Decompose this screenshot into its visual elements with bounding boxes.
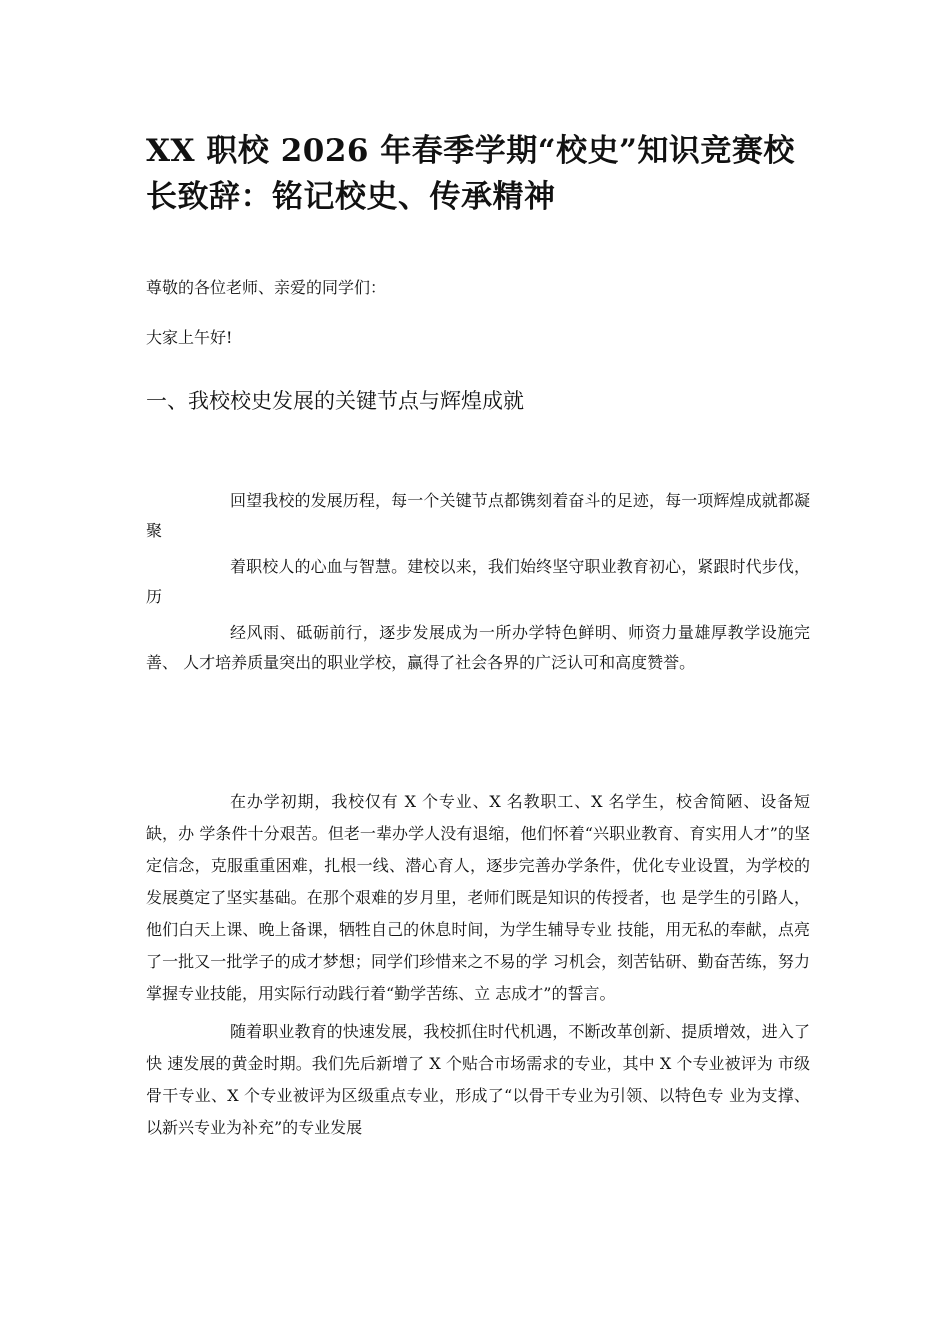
body-paragraph: 着职校人的心血与智慧。建校以来，我们始终坚守职业教育初心，紧跟时代步伐，历: [146, 557, 810, 606]
salutation-line-1: 尊敬的各位老师、亲爱的同学们：: [146, 278, 387, 297]
paragraph-group-1: [146, 486, 810, 684]
body-paragraph: 回望我校的发展历程，每一个关键节点都镌刻着奋斗的足迹，每一项辉煌成就都凝聚: [146, 491, 810, 540]
paragraph-group-2: [146, 786, 810, 1150]
salutation-line-2: 大家上午好!: [146, 328, 233, 347]
body-paragraph: 在办学初期，我校仅有 X 个专业、X 名教职工、X 名学生，校舍简陋、设备短缺，办 学条件十分艰苦。但老一辈办学人没有退缩，他们怀着“兴职业教育、育实用人才”的坚 定信念，克服重重困难，扎根一线、潜心育人，逐步完善办学条件，优化专业设置，为学校的发展奠定了坚实基础。在那个艰难的岁月里，老师们既是知识的传授者，也 是学生的引路人，他们白天上课、晚上备课，牺牲自己的休息时间，为学生辅导专业 技能，用无私的奉献，点亮了一批又一批学子的成才梦想；同学们珍惜来之不易的学 习机会，刻苦钻研、勤奋苦练，努力掌握专业技能，用实际行动践行着“勤学苦练、立 志成才”的誓言。: [146, 792, 810, 1003]
body-paragraph: 经风雨、砥砺前行，逐步发展成为一所办学特色鲜明、师资力量雄厚教学设施完善、 人才培养质量突出的职业学校，赢得了社会各界的广泛认可和高度赞誉。: [146, 623, 810, 672]
document-page: [146, 128, 810, 1137]
document-title: XX 职校 2026 年春季学期“校史”知识竞赛校长致辞：铭记校史、传承精神: [146, 133, 795, 215]
section-heading-1: 一、我校校史发展的关键节点与辉煌成就: [146, 389, 524, 413]
body-paragraph: 随着职业教育的快速发展，我校抓住时代机遇，不断改革创新、提质增效，进入了快 速发展的黄金时期。我们先后新增了 X 个贴合市场需求的专业，其中 X 个专业被评为 市级骨干专业、X 个专业被评为区级重点专业，形成了“以骨干专业为引领、以特色专 业为支撑、以新兴专业为补充”的专业发展: [146, 1022, 810, 1137]
